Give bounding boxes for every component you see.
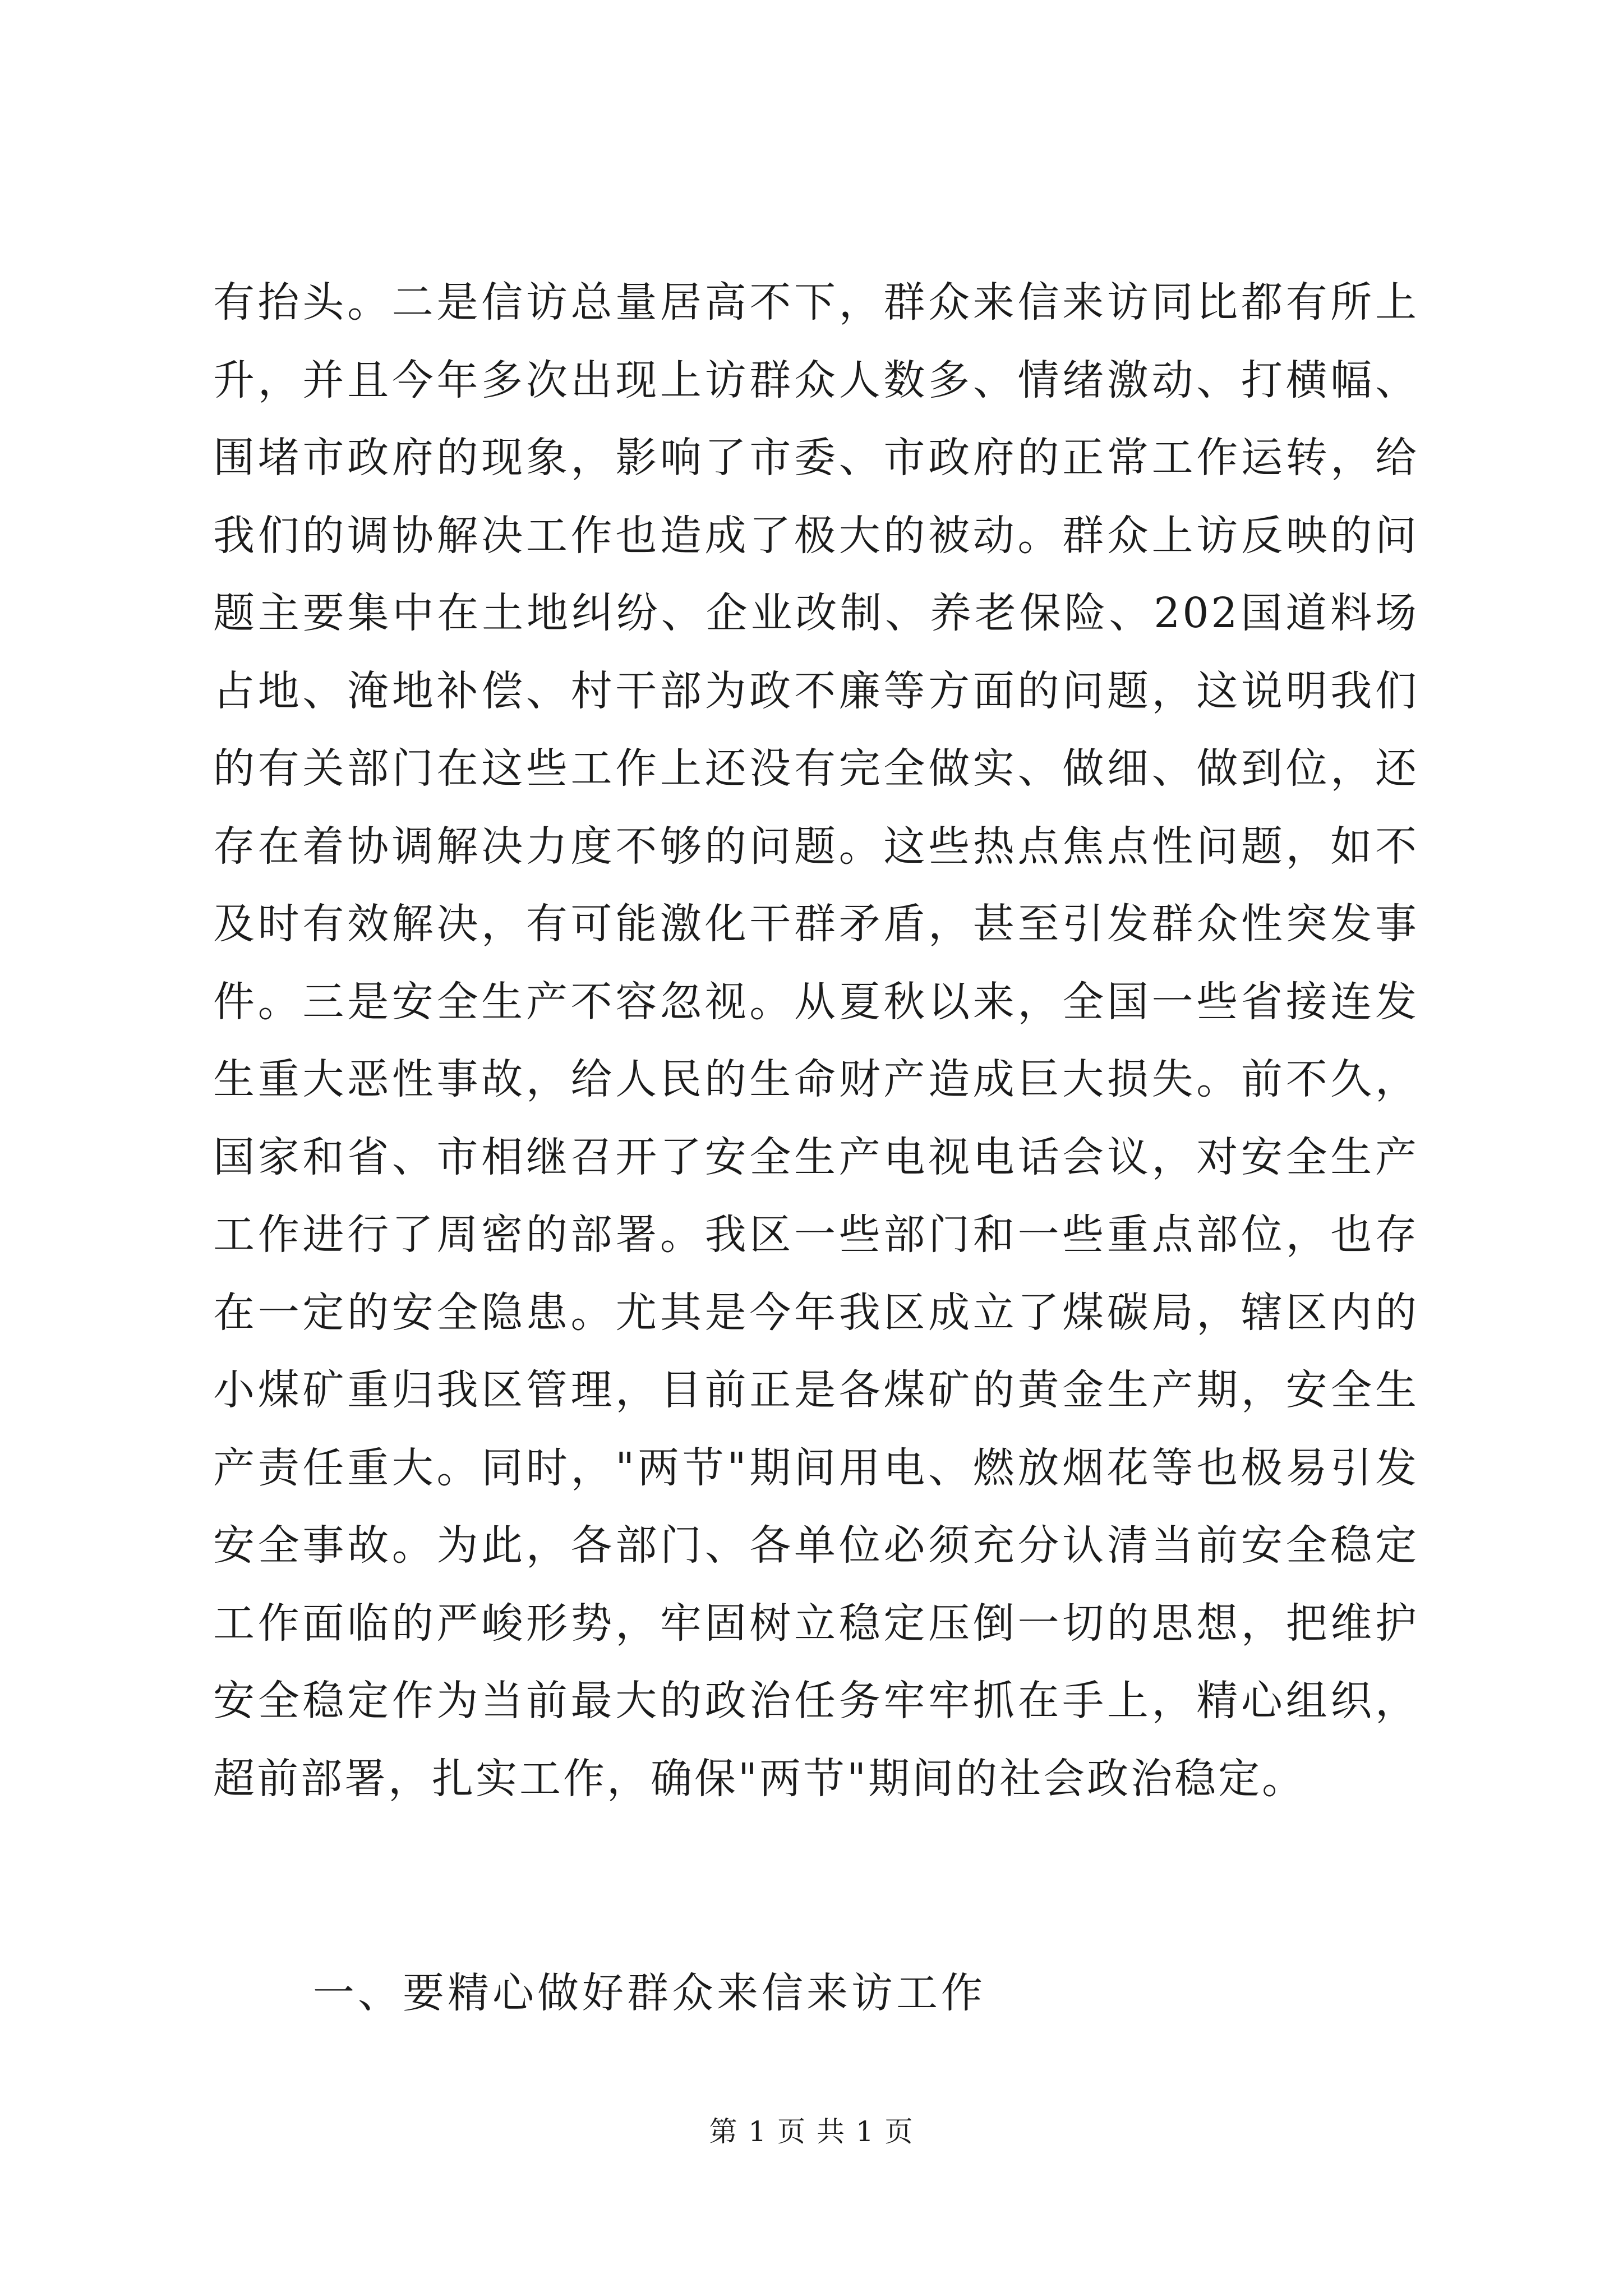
body-paragraph: 有抬头。二是信访总量居高不下，群众来信来访同比都有所上升，并且今年多次出现上访群众人数多、情绪激动、打横幅、围堵市政府的现象，影响了市委、市政府的正常工作运转，给我们的调协解决工作也造成了极大的被动。群众上访反映的问题主要集中在土地纠纷、企业改制、养老保险、202国道料场占地、淹地补偿、村干部为政不廉等方面的问题，这说明我们的有关部门在这些工作上还没有完全做实、做细、做到位，还存在着协调解决力度不够的问题。这些热点焦点性问题，如不及时有效解决，有可能激化干群矛盾，甚至引发群众性突发事件。三是安全生产不容忽视。从夏秋以来，全国一些省接连发生重大恶性事故，给人民的生命财产造成巨大损失。前不久，国家和省、市相继召开了安全生产电视电话会议，对安全生产工作进行了周密的部署。我区一些部门和一些重点部位，也存在一定的安全隐患。尤其是今年我区成立了煤碳局，辖区内的小煤矿重归我区管理，目前正是各煤矿的黄金生产期，安全生产责任重大。同时，"两节"期间用电、燃放烟花等也极易引发安全事故。为此，各部门、各单位必须充分认清当前安全稳定工作面临的严峻形势，牢固树立稳定压倒一切的思想，把维护安全稳定作为当前最大的政治任务牢牢抓在手上，精心组织，超前部署，扎实工作，确保"两节"期间的社会政治稳定。 bbox=[213, 278, 1419, 1803]
section-heading: 一、要精心做好群众来信来访工作 bbox=[313, 1969, 986, 2017]
page-footer: 第 1 页 共 1 页 bbox=[709, 2115, 914, 2148]
